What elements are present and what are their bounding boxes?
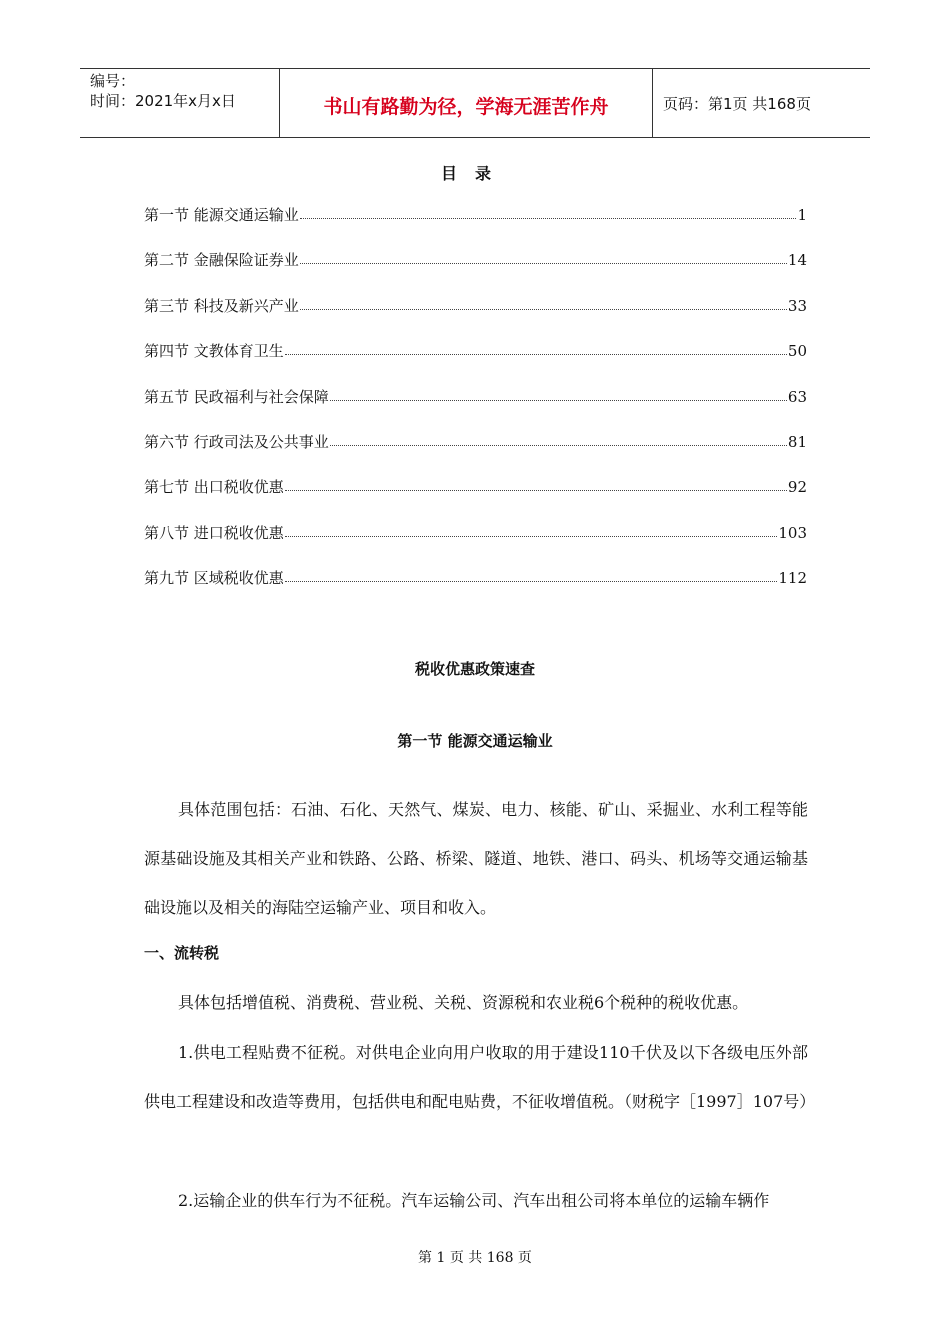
toc-leader-dots [330,431,787,446]
toc-leader-dots [285,522,778,537]
toc-entry[interactable] [144,476,807,521]
toc-leader-dots [285,340,787,355]
document-time-label: 时间：2021年x月x日 [90,92,236,110]
toc-entry[interactable] [144,386,807,431]
toc-entry-page: 92 [787,478,807,497]
toc-entry[interactable] [144,204,807,249]
toc-entry-label: 第九节 区域税收优惠 [144,569,284,588]
toc-entry[interactable] [144,522,807,567]
toc-entry[interactable] [144,340,807,385]
toc-leader-dots [330,386,787,401]
toc-entry-page: 81 [787,432,807,451]
document-number-label: 编号： [90,72,136,90]
toc-entry-page: 112 [778,569,807,588]
header-meta [80,69,280,137]
toc-entry-label: 第四节 文教体育卫生 [144,342,284,361]
page-header [80,68,870,138]
toc-leader-dots [300,204,797,219]
table-of-contents [144,204,807,613]
toc-entry[interactable] [144,567,807,612]
header-page-info: 页码：第1页 共168页 [663,94,811,113]
scope-paragraph: 具体范围包括：石油、石化、天然气、煤炭、电力、核能、矿山、采掘业、水利工程等能源基础设施及其相关产业和铁路、公路、桥梁、隧道、地铁、港口、码头、机场等交通运输基础设施以及相关的海陆空运输产业、项目和收入。 [144,800,808,917]
toc-entry-page: 103 [778,523,807,542]
toc-entry-page: 33 [787,296,807,315]
toc-entry-label: 第三节 科技及新兴产业 [144,296,299,315]
section-title: 第一节 能源交通运输业 [397,732,553,750]
toc-entry-label: 第八节 进口税收优惠 [144,523,284,542]
toc-leader-dots [300,249,787,264]
toc-leader-dots [285,476,787,491]
item-2-paragraph: 2.运输企业的供车行为不征税。汽车运输公司、汽车出租公司将本单位的运输车辆作 [178,1191,770,1210]
toc-entry-label: 第五节 民政福利与社会保障 [144,387,329,406]
toc-entry[interactable] [144,295,807,340]
toc-entry[interactable] [144,249,807,294]
intro-paragraph: 具体包括增值税、消费税、营业税、关税、资源税和农业税6个税种的税收优惠。 [178,993,749,1012]
toc-leader-dots [285,567,778,582]
toc-entry-page: 1 [797,206,807,224]
toc-entry-label: 第七节 出口税收优惠 [144,478,284,497]
toc-title: 目录 [440,164,509,183]
toc-entry-page: 63 [787,387,807,406]
toc-entry[interactable] [144,431,807,476]
toc-entry-label: 第一节 能源交通运输业 [144,206,299,224]
toc-entry-page: 50 [787,342,807,361]
item-1-paragraph: 1.供电工程贴费不征税。对供电企业向用户收取的用于建设110千伏及以下各级电压外部供电工程建设和改造等费用，包括供电和配电贴费，不征收增值税。（财税字［1997］107号） [144,1043,816,1111]
toc-entry-label: 第二节 金融保险证券业 [144,251,299,270]
header-motto: 书山有路勤为径，学海无涯苦作舟 [280,69,653,137]
document-title: 税收优惠政策速查 [414,660,535,678]
subsection-heading: 一、流转税 [144,944,220,962]
toc-entry-page: 14 [787,251,807,270]
page-footer: 第 1 页 共 168 页 [418,1250,532,1266]
toc-leader-dots [300,295,787,310]
toc-entry-label: 第六节 行政司法及公共事业 [144,432,329,451]
